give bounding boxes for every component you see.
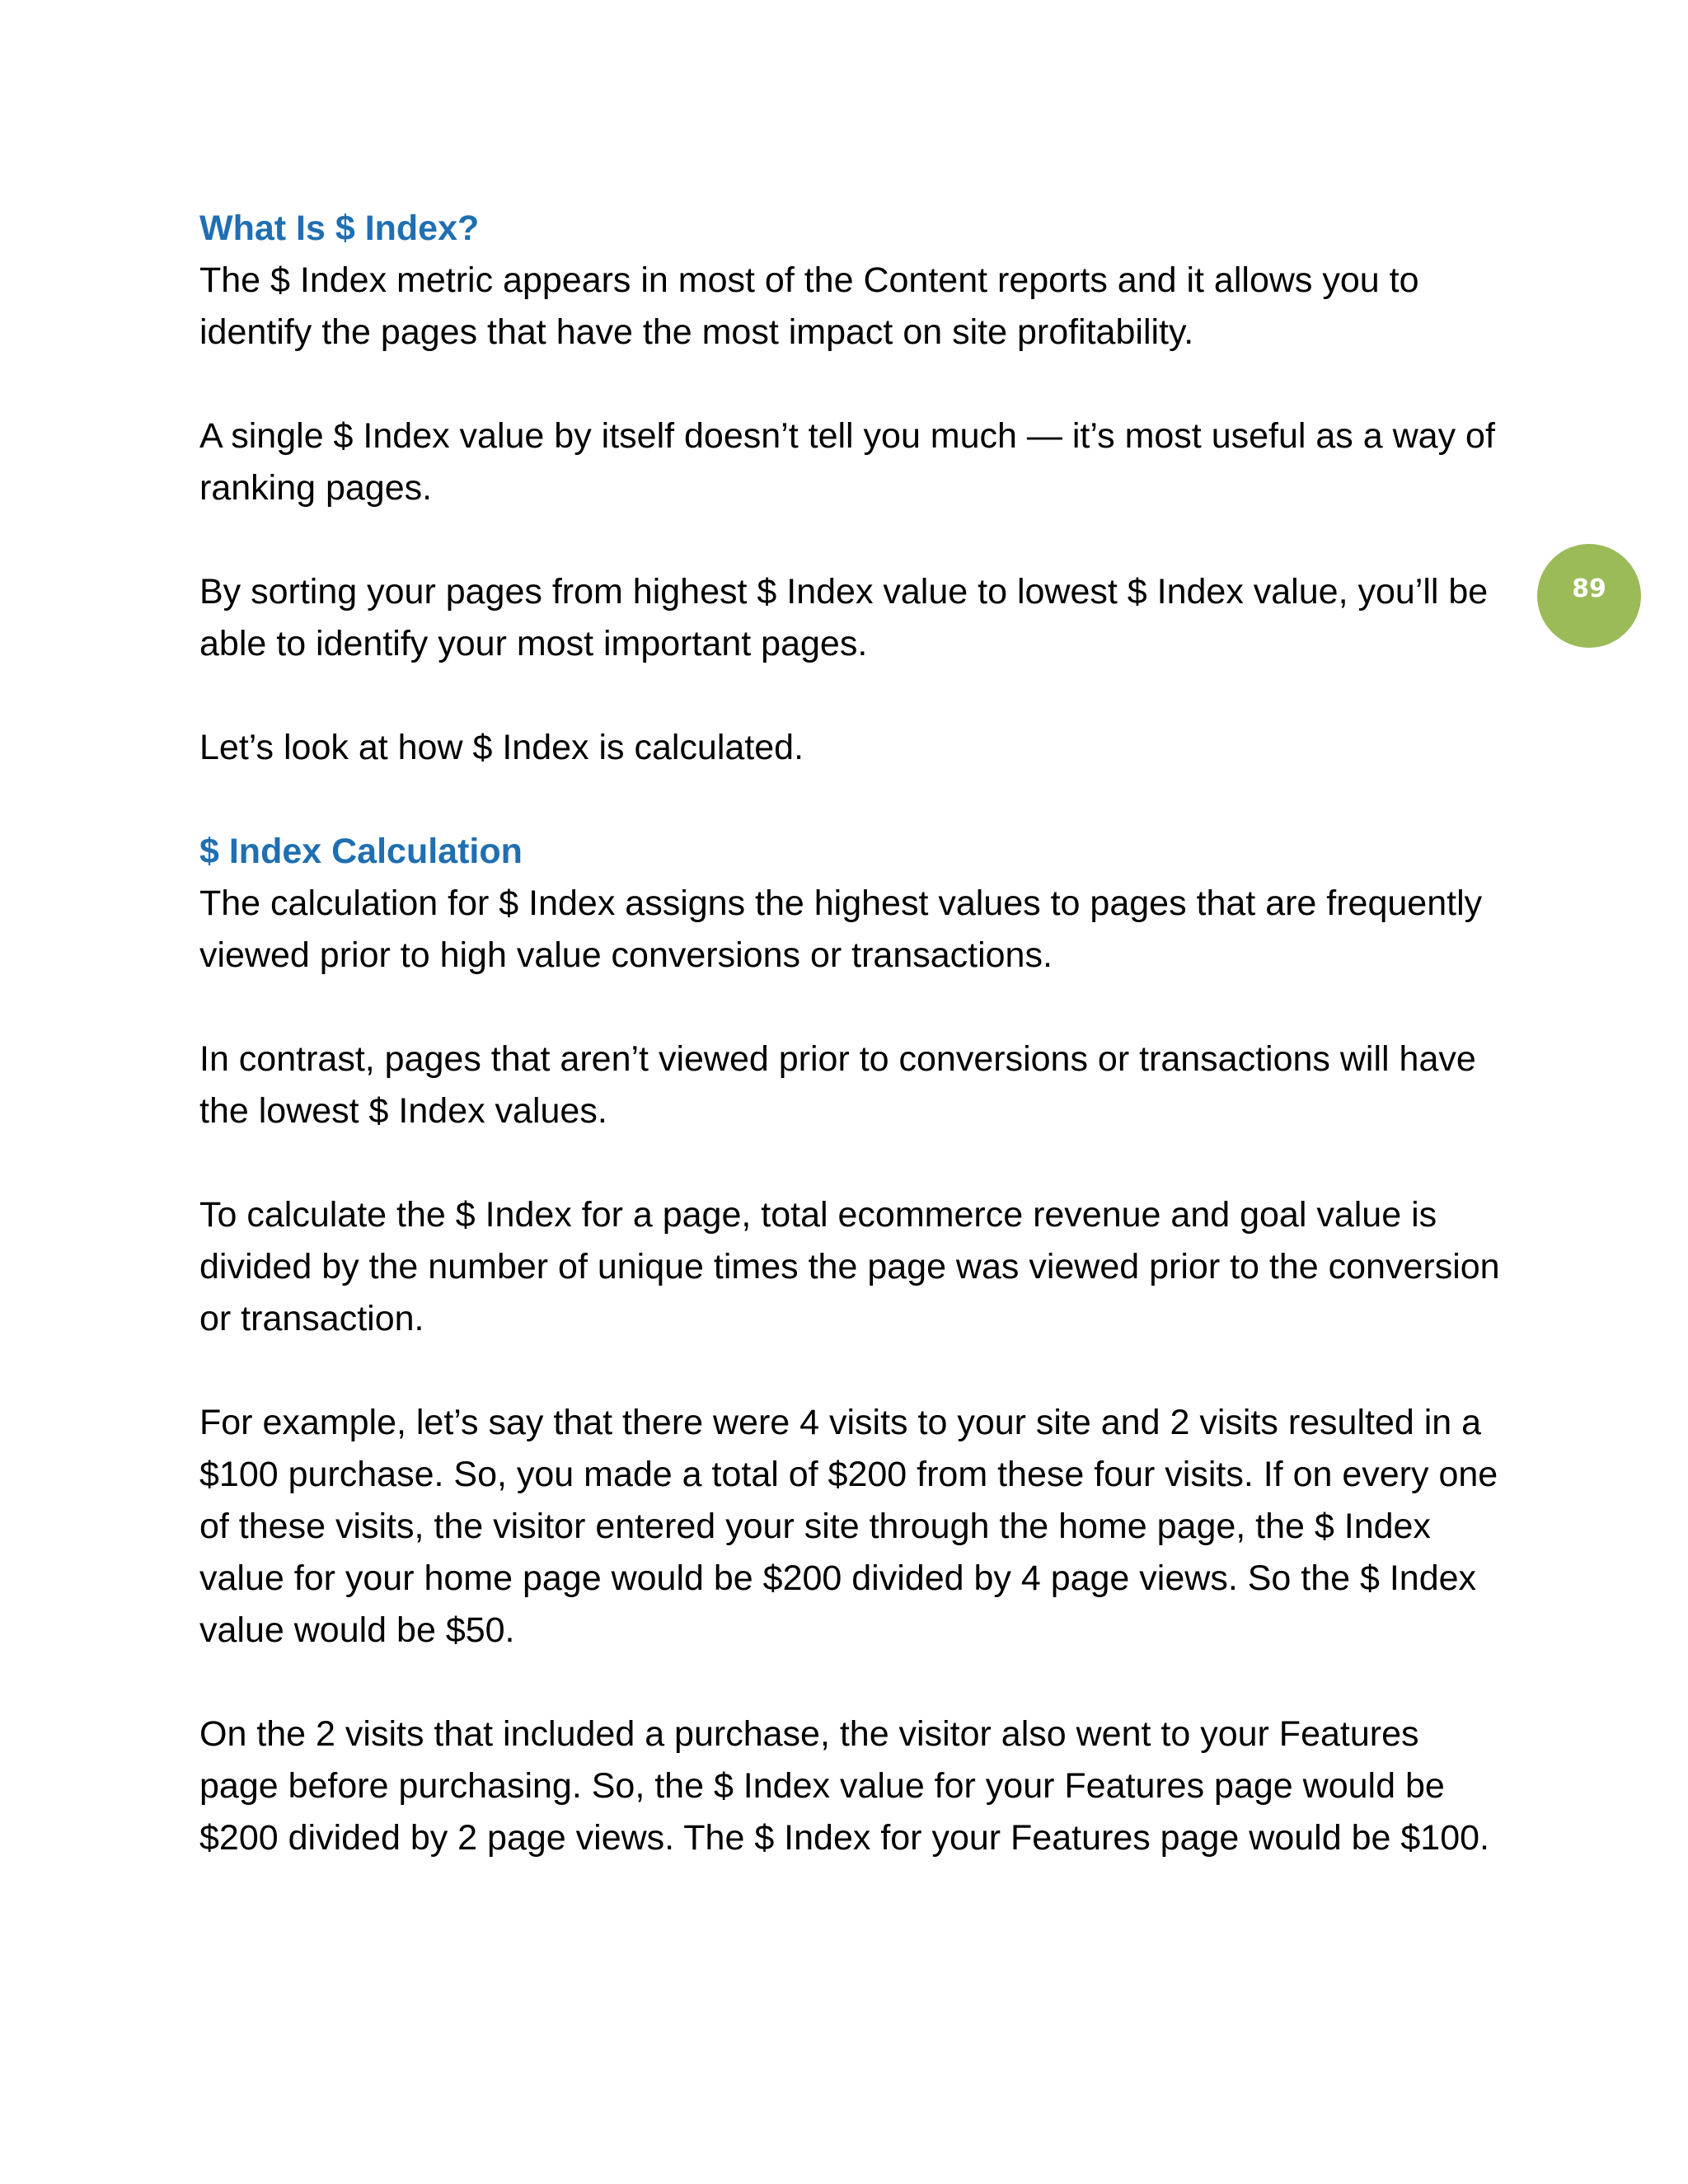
page-number: 89 — [1572, 574, 1606, 603]
section-index-calculation — [199, 826, 1502, 1864]
section-what-is-index — [199, 203, 1502, 774]
paragraph: The $ Index metric appears in most of the Content reports and it allows you to identify the pages that have the most impact on site profitability. — [199, 260, 1419, 352]
paragraph: For example, let’s say that there were 4 visits to your site and 2 visits resulted in a $100 purchase. So, you made a total of $200 from these four visits. If on every one of these visits, the visitor entered your site through the home page, the $ Index value for your home page would be $200 divided by 4 page views. So the $ Index value would be $50. — [199, 1403, 1498, 1650]
paragraph: The calculation for $ Index assigns the highest values to pages that are frequently viewed prior to high value conversions or transactions. — [199, 883, 1483, 975]
paragraph: By sorting your pages from highest $ Index value to lowest $ Index value, you’ll be able to identify your most important pages. — [199, 572, 1489, 663]
page-number-badge — [1537, 544, 1641, 648]
paragraph: A single $ Index value by itself doesn’t tell you much — it’s most useful as a way of ranking pages. — [199, 416, 1495, 508]
paragraph: To calculate the $ Index for a page, total ecommerce revenue and goal value is divided by the number of unique times the page was viewed prior to the conversion or transaction. — [199, 1195, 1500, 1338]
paragraph: On the 2 visits that included a purchase, the visitor also went to your Features page before purchasing. So, the $ Index value for your Features page would be $200 divided by 2 page views. The $ Index for your Features page would be $100. — [199, 1714, 1489, 1858]
paragraph: In contrast, pages that aren’t viewed prior to conversions or transactions will have the lowest $ Index values. — [199, 1039, 1476, 1131]
section-heading: What Is $ Index? — [199, 209, 480, 248]
section-heading: $ Index Calculation — [199, 832, 523, 871]
page-content — [199, 203, 1502, 1916]
paragraph: Let’s look at how $ Index is calculated. — [199, 728, 804, 767]
